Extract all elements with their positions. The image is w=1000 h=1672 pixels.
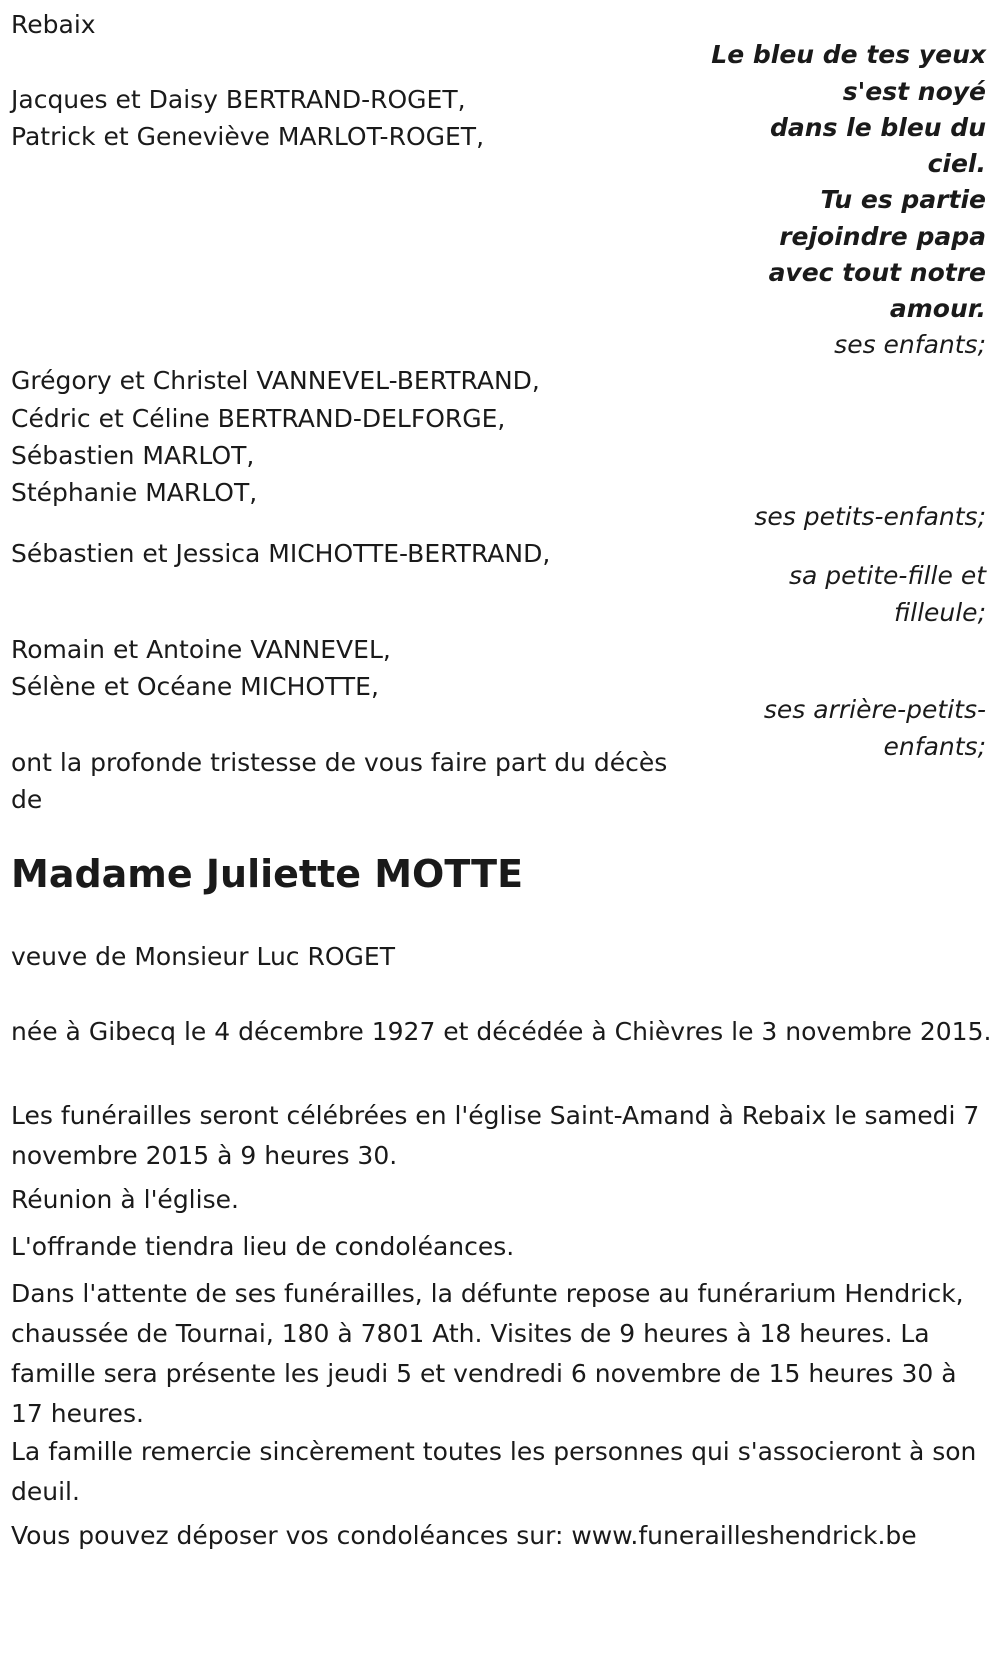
poem-line: avec tout notre bbox=[768, 258, 986, 287]
grandchild-name: Grégory et Christel VANNEVEL-BERTRAND, bbox=[11, 366, 540, 395]
announcement-text: de bbox=[11, 785, 43, 814]
grandchild-name: Cédric et Céline BERTRAND-DELFORGE, bbox=[11, 404, 506, 433]
great-grandchildren-label: ses arrière-petits- bbox=[763, 695, 986, 724]
poem-line: ciel. bbox=[927, 149, 986, 178]
funeral-paragraph: Les funérailles seront célébrées en l'église Saint-Amand à Rebaix le samedi 7 novembre 2015 à 9 heures 30. bbox=[11, 1101, 980, 1170]
child-name: Patrick et Geneviève MARLOT-ROGET, bbox=[11, 122, 485, 151]
great-grandchild-name: Romain et Antoine VANNEVEL, bbox=[11, 635, 391, 664]
condolences-paragraph: Vous pouvez déposer vos condoléances sur: www.funerailleshendrick.be bbox=[11, 1521, 917, 1550]
poem-line: Tu es partie bbox=[820, 185, 986, 214]
poem-line: rejoindre papa bbox=[779, 222, 986, 251]
poem-line: dans le bleu du bbox=[770, 113, 986, 142]
grandchild-name: Sébastien MARLOT, bbox=[11, 441, 255, 470]
deceased-name: Madame Juliette MOTTE bbox=[11, 852, 524, 896]
poem-line: amour. bbox=[889, 294, 986, 323]
announcement-text: ont la profonde tristesse de vous faire part du décès bbox=[11, 748, 668, 777]
goddaughter-name: Sébastien et Jessica MICHOTTE-BERTRAND, bbox=[11, 539, 551, 568]
offering-paragraph: L'offrande tiendra lieu de condoléances. bbox=[11, 1232, 515, 1261]
child-name: Jacques et Daisy BERTRAND-ROGET, bbox=[11, 85, 466, 114]
children-label: ses enfants; bbox=[834, 330, 986, 359]
gathering-paragraph: Réunion à l'église. bbox=[11, 1185, 239, 1214]
poem-line: s'est noyé bbox=[842, 77, 986, 106]
goddaughter-label: filleule; bbox=[893, 598, 986, 627]
goddaughter-label: sa petite-fille et bbox=[788, 561, 986, 590]
grandchild-name: Stéphanie MARLOT, bbox=[11, 478, 258, 507]
widow-of: veuve de Monsieur Luc ROGET bbox=[11, 942, 395, 971]
great-grandchild-name: Sélène et Océane MICHOTTE, bbox=[11, 672, 379, 701]
grandchildren-label: ses petits-enfants; bbox=[754, 502, 986, 531]
thanks-paragraph: La famille remercie sincèrement toutes les personnes qui s'associeront à son deuil. bbox=[11, 1437, 977, 1506]
funerarium-paragraph: Dans l'attente de ses funérailles, la défunte repose au funérarium Hendrick, chaussée de Tournai, 180 à 7801 Ath. Visites de 9 heures à 18 heures. La famille sera présente les jeudi 5 et vendredi 6 novembre de 15 heures 30 à 17 heures. bbox=[11, 1279, 964, 1428]
place-name: Rebaix bbox=[11, 10, 96, 39]
birth-death-paragraph: née à Gibecq le 4 décembre 1927 et décédée à Chièvres le 3 novembre 2015. bbox=[11, 1017, 992, 1046]
great-grandchildren-label: enfants; bbox=[883, 732, 986, 761]
poem-line: Le bleu de tes yeux bbox=[711, 40, 986, 69]
